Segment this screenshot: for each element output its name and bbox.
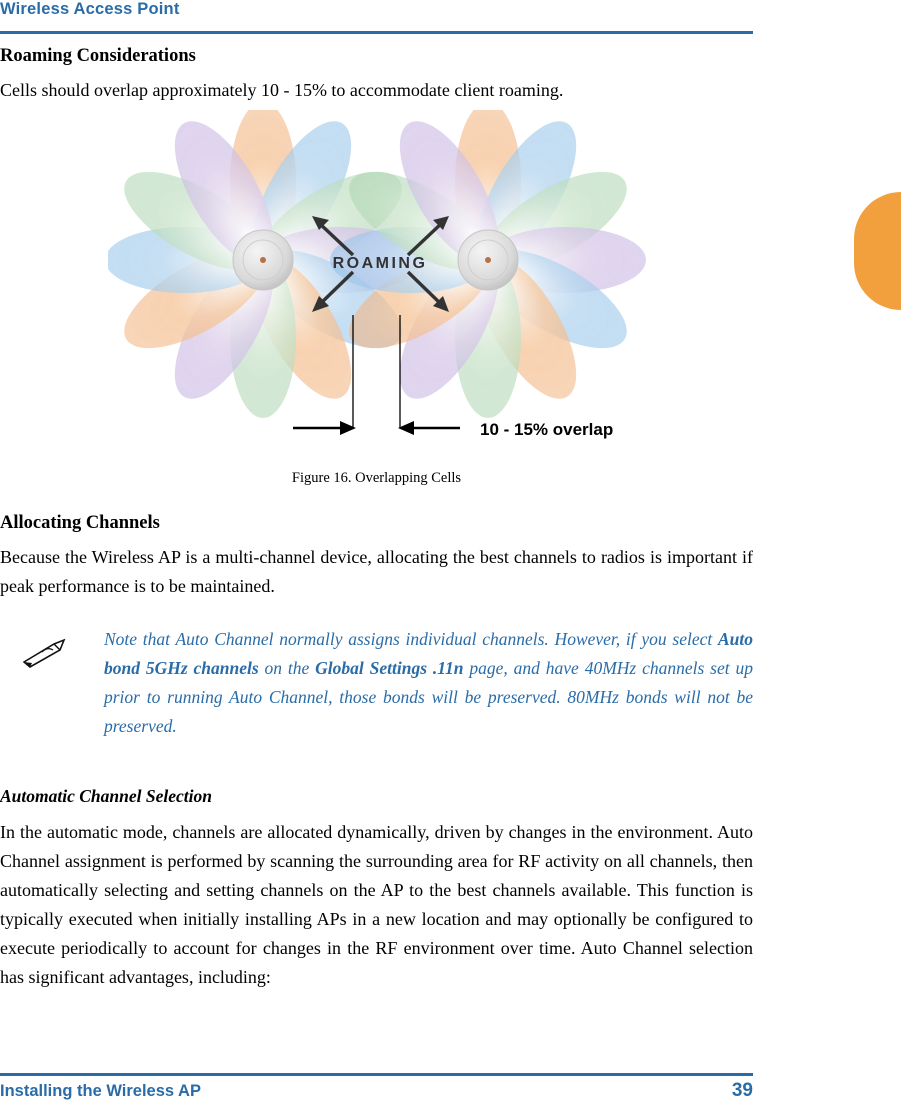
overlapping-cells-diagram xyxy=(108,110,668,460)
header-divider xyxy=(0,31,753,34)
note-bold-global-settings: Global Settings .11n xyxy=(315,658,464,678)
footer-chapter-title: Installing the Wireless AP xyxy=(0,1082,201,1100)
note-pencil-icon xyxy=(20,636,72,670)
figure-overlapping-cells xyxy=(108,110,668,460)
overlap-arrows xyxy=(293,421,460,435)
figure-caption: Figure 16. Overlapping Cells xyxy=(291,470,462,486)
note-text-part3: page, and have 40MHz channels set up prior to running Auto Channel, those bonds will be preserved. 80MHz bonds will not be preserved. xyxy=(104,658,753,736)
section-heading-allocating: Allocating Channels xyxy=(0,513,160,533)
overlap-label: 10 - 15% overlap xyxy=(480,420,614,439)
footer-divider xyxy=(0,1073,753,1076)
paragraph-allocating: Because the Wireless AP is a multi-channel device, allocating the best channels to radios is important if peak performance is to be maintained. xyxy=(0,547,753,596)
note-text xyxy=(104,625,753,741)
footer-page-number: 39 xyxy=(731,1080,753,1101)
paragraph-automatic: In the automatic mode, channels are allocated dynamically, driven by changes in the environment. Auto Channel assignment is performed by scanning the surrounding area for RF activity on all channels, then automatically selecting and setting channels on the AP to the best channels available. This function is typically executed when initially installing APs in a new location and may optionally be configured to execute periodically to account for changes in the RF environment over time. Auto Channel selection has significant advantages, including: xyxy=(0,822,753,987)
note-text-part2: on the xyxy=(258,658,316,678)
section-heading-automatic: Automatic Channel Selection xyxy=(0,786,212,806)
note-text-part1: Note that Auto Channel normally assigns individual channels. However, if you select xyxy=(104,629,718,649)
page-header-title: Wireless Access Point xyxy=(0,0,180,18)
page-edge-tab xyxy=(854,192,901,310)
paragraph-roaming: Cells should overlap approximately 10 - 15% to accommodate client roaming. xyxy=(0,80,564,100)
note-bold-auto-bond: Auto bond 5GHz channels xyxy=(104,629,753,678)
section-heading-roaming: Roaming Considerations xyxy=(0,46,196,66)
roaming-label: ROAMING xyxy=(332,255,428,272)
